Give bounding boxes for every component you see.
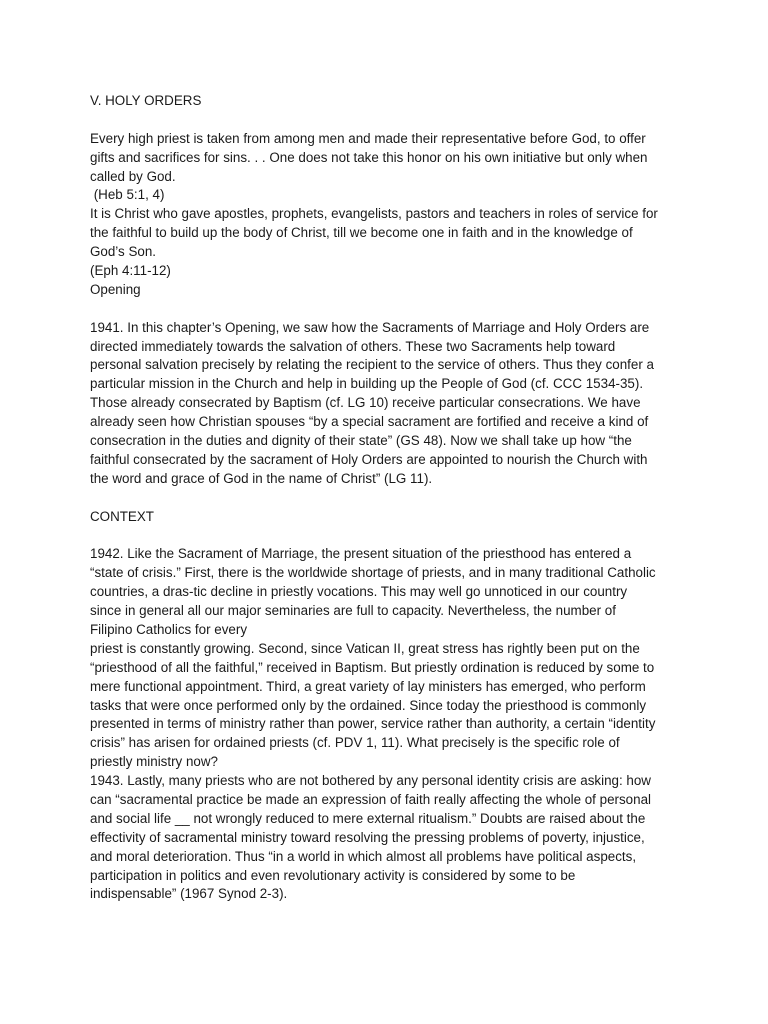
paragraph-line: can “sacramental practice be made an expression of faith really affecting the whole of personal (90, 791, 651, 807)
paragraph-line: faithful consecrated by the sacrament of Holy Orders are appointed to nourish the Church with (90, 451, 648, 467)
document-title: V. HOLY ORDERS (90, 93, 202, 108)
paragraph-line: and moral deterioration. Thus “in a world in which almost all problems have political aspects, (90, 848, 637, 864)
epigraph-line: gifts and sacrifices for sins. . . One does not take this honor on his own initiative but only when (90, 149, 648, 165)
paragraph-line: particular mission in the Church and help in building up the People of God (cf. CCC 1534-35). (90, 376, 644, 392)
paragraph-line: Those already consecrated by Baptism (cf. LG 10) receive particular consecrations. We have (90, 395, 641, 411)
context-heading: CONTEXT (90, 508, 154, 524)
epigraph-line: Every high priest is taken from among men and made their representative before God, to offer (90, 130, 646, 146)
opening-heading: Opening (90, 281, 141, 297)
paragraph-1943 (90, 772, 690, 904)
spacer (90, 300, 690, 319)
epigraph-line: God’s Son. (90, 244, 157, 260)
paragraph-line: personal salvation precisely by relating the recipient to the service of others. Thus they confer a (90, 357, 654, 373)
paragraph-line: consecration in the duties and dignity of their state” (GS 48). Now we shall take up how “the (90, 433, 632, 449)
paragraph-line: crisis” has arisen for ordained priests (cf. PDV 1, 11). What precisely is the specific role of (90, 735, 620, 751)
paragraph-line: mere functional appointment. Third, a great variety of lay ministers has emerged, who perform (90, 678, 646, 694)
paragraph-line: Filipino Catholics for every (90, 621, 248, 637)
paragraph-line: “state of crisis.” First, there is the worldwide shortage of priests, and in many traditional Catholic (90, 565, 656, 581)
paragraph-line: priest is constantly growing. Second, since Vatican II, great stress has rightly been put on the (90, 640, 640, 656)
paragraph-line: “priesthood of all the faithful,” received in Baptism. But priestly ordination is reduced by some to (90, 659, 655, 675)
epigraph-citation: (Eph 4:11-12) (90, 263, 171, 279)
paragraph-line: presented in terms of ministry rather than power, service rather than authority, a certain “identity (90, 716, 656, 732)
paragraph-line: participation in politics and even revolutionary activity is considered by some to be (90, 867, 576, 883)
paragraph-line: priestly ministry now? (90, 754, 218, 770)
spacer (90, 489, 690, 508)
epigraph-line: the faithful to build up the body of Christ, till we become one in faith and in the knowledge of (90, 225, 633, 241)
paragraph-line: the word and grace of God in the name of Christ” (LG 11). (90, 470, 433, 486)
epigraph-hebrews (90, 130, 690, 206)
document-page (90, 92, 690, 904)
paragraph-line: since in general all our major seminaries are full to capacity. Nevertheless, the number of (90, 603, 616, 619)
paragraph-line: 1942. Like the Sacrament of Marriage, the present situation of the priesthood has entered a (90, 546, 632, 562)
paragraph-line: already seen how Christian spouses “by a special sacrament are fortified and receive a kind of (90, 414, 649, 430)
paragraph-line: 1943. Lastly, many priests who are not bothered by any personal identity crisis are asking: how (90, 773, 651, 789)
paragraph-line: indispensable” (1967 Synod 2-3). (90, 886, 288, 902)
paragraph-1941 (90, 319, 690, 489)
epigraph-citation: (Heb 5:1, 4) (90, 187, 165, 203)
paragraph-line: countries, a dras-tic decline in priestly vocations. This may well go unnoticed in our country (90, 584, 628, 600)
epigraph-line: It is Christ who gave apostles, prophets, evangelists, pastors and teachers in roles of service for (90, 206, 658, 222)
paragraph-1942 (90, 545, 690, 772)
paragraph-line: directed immediately towards the salvation of others. These two Sacraments help toward (90, 338, 616, 354)
paragraph-line: and social life __ not wrongly reduced to mere external ritualism.” Doubts are raised about the (90, 810, 646, 826)
spacer (90, 111, 690, 130)
paragraph-line: effectivity of sacramental ministry toward resolving the pressing problems of poverty, injustice, (90, 829, 645, 845)
epigraph-ephesians (90, 205, 690, 281)
epigraph-line: called by God. (90, 168, 176, 184)
paragraph-line: 1941. In this chapter’s Opening, we saw how the Sacraments of Marriage and Holy Orders are (90, 319, 650, 335)
paragraph-line: tasks that were once performed only by the ordained. Since today the priesthood is commonly (90, 697, 647, 713)
spacer (90, 526, 690, 545)
